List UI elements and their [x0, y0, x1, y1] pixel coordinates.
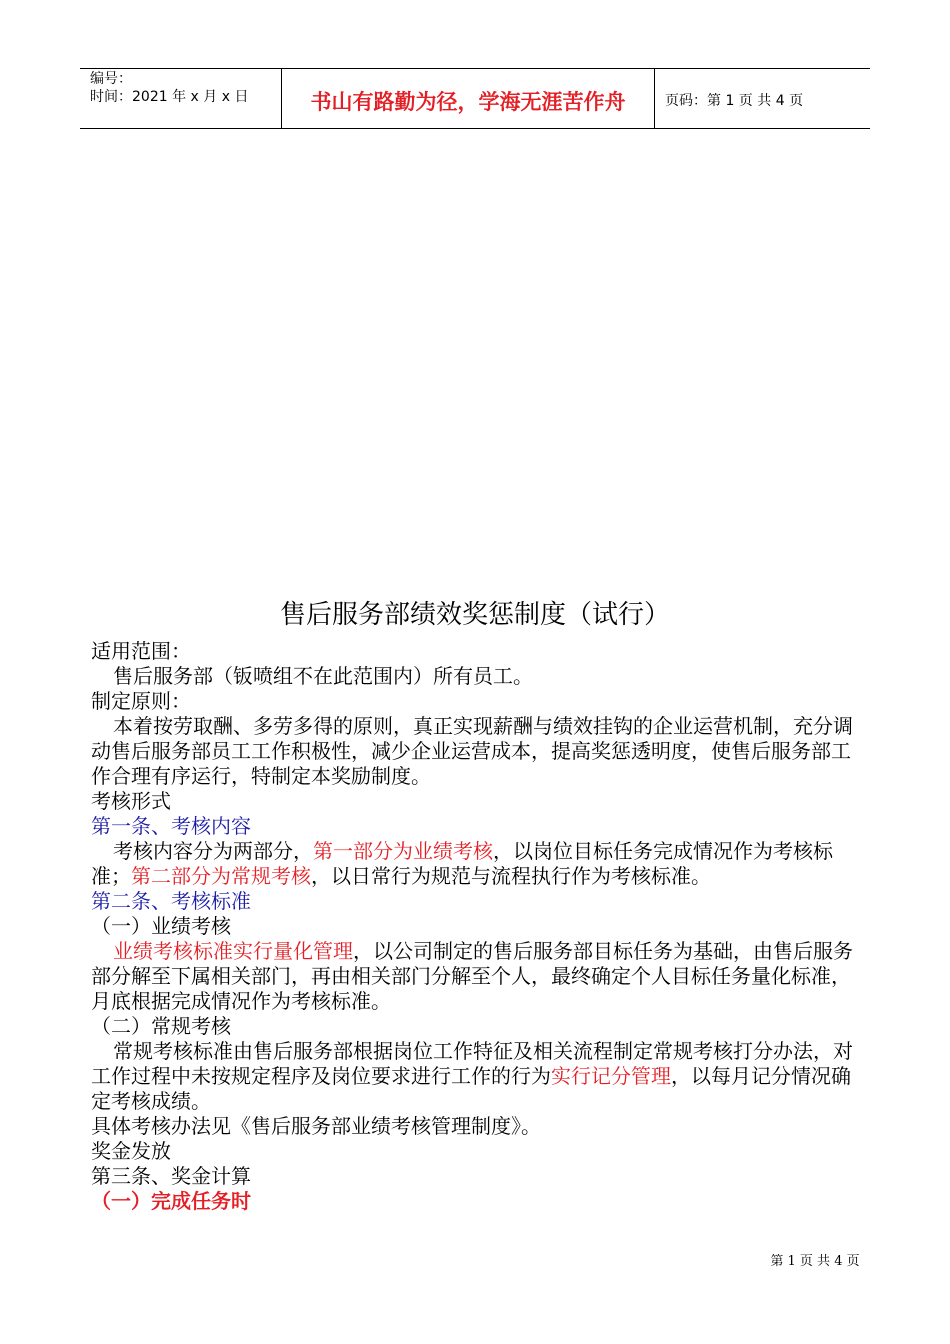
article-3-heading: 第三条、奖金计算 — [91, 1164, 251, 1188]
article-1-text-a: 考核内容分为两部分， — [113, 839, 313, 863]
article-2-heading: 第二条、考核标准 — [91, 889, 251, 913]
article-1-highlight-a: 第一部分为业绩考核 — [313, 839, 493, 863]
article-1-heading: 第一条、考核内容 — [91, 814, 251, 838]
header-top-rule — [80, 68, 870, 69]
article-1-text-c: ，以日常行为规范与流程执行作为考核标准。 — [311, 864, 711, 888]
scope-text: 售后服务部（钣喷组不在此范围内）所有员工。 — [113, 664, 533, 688]
footer-page-label: 第 1 页 共 4 页 — [770, 1254, 860, 1269]
section-1-highlight: 业绩考核标准实行量化管理 — [113, 939, 353, 963]
section-1-heading: （一）业绩考核 — [91, 914, 231, 938]
header-meta — [90, 70, 248, 106]
document-body — [91, 639, 863, 1214]
section-2-highlight: 实行记分管理 — [551, 1064, 671, 1088]
article-1-highlight-b: 第二部分为常规考核 — [131, 864, 311, 888]
principle-text: 本着按劳取酬、多劳多得的原则，真正实现薪酬与绩效挂钩的企业运营机制，充分调动售后服务部员工工作积极性，减少企业运营成本，提高奖惩透明度，使售后服务部工作合理有序运行，特制定本奖励制度。 — [91, 714, 853, 788]
header-divider-2 — [654, 69, 655, 128]
header-motto: 书山有路勤为径，学海无涯苦作舟 — [310, 90, 626, 114]
principle-heading: 制定原则： — [91, 689, 191, 713]
date-label: 时间：2021 年 x 月 x 日 — [90, 89, 249, 105]
article-1-text-b: ，以岗位目标任务完成情况作为考核标准； — [91, 839, 833, 888]
section-1-text — [91, 939, 863, 1014]
header-bottom-rule — [80, 128, 870, 129]
scope-heading: 适用范围： — [91, 639, 191, 663]
document-title: 售后服务部绩效奖惩制度（试行） — [279, 600, 670, 630]
number-label: 编号： — [90, 71, 132, 87]
article-3-sub-heading: （一）完成任务时 — [91, 1189, 251, 1213]
section-2-body-a: 常规考核标准由售后服务部根据岗位工作特征及相关流程制定常规考核打分办法，对工作过程中未按规定程序及岗位要求进行工作的行为 — [91, 1039, 853, 1088]
header-page-label: 页码：第 1 页 共 4 页 — [665, 93, 804, 109]
section-2-text — [91, 1039, 863, 1114]
section-1-body: ，以公司制定的售后服务部目标任务为基础，由售后服务部分解至下属相关部门，再由相关部门分解至个人，最终确定个人目标任务量化标准，月底根据完成情况作为考核标准。 — [91, 939, 853, 1013]
article-1-text — [91, 839, 863, 889]
section-2-heading: （二）常规考核 — [91, 1014, 231, 1038]
section-2-body-b: ，以每月记分情况确定考核成绩。 — [91, 1064, 851, 1113]
bonus-heading: 奖金发放 — [91, 1139, 171, 1163]
assess-form-heading: 考核形式 — [91, 789, 171, 813]
method-text: 具体考核办法见《售后服务部业绩考核管理制度》。 — [91, 1114, 541, 1138]
